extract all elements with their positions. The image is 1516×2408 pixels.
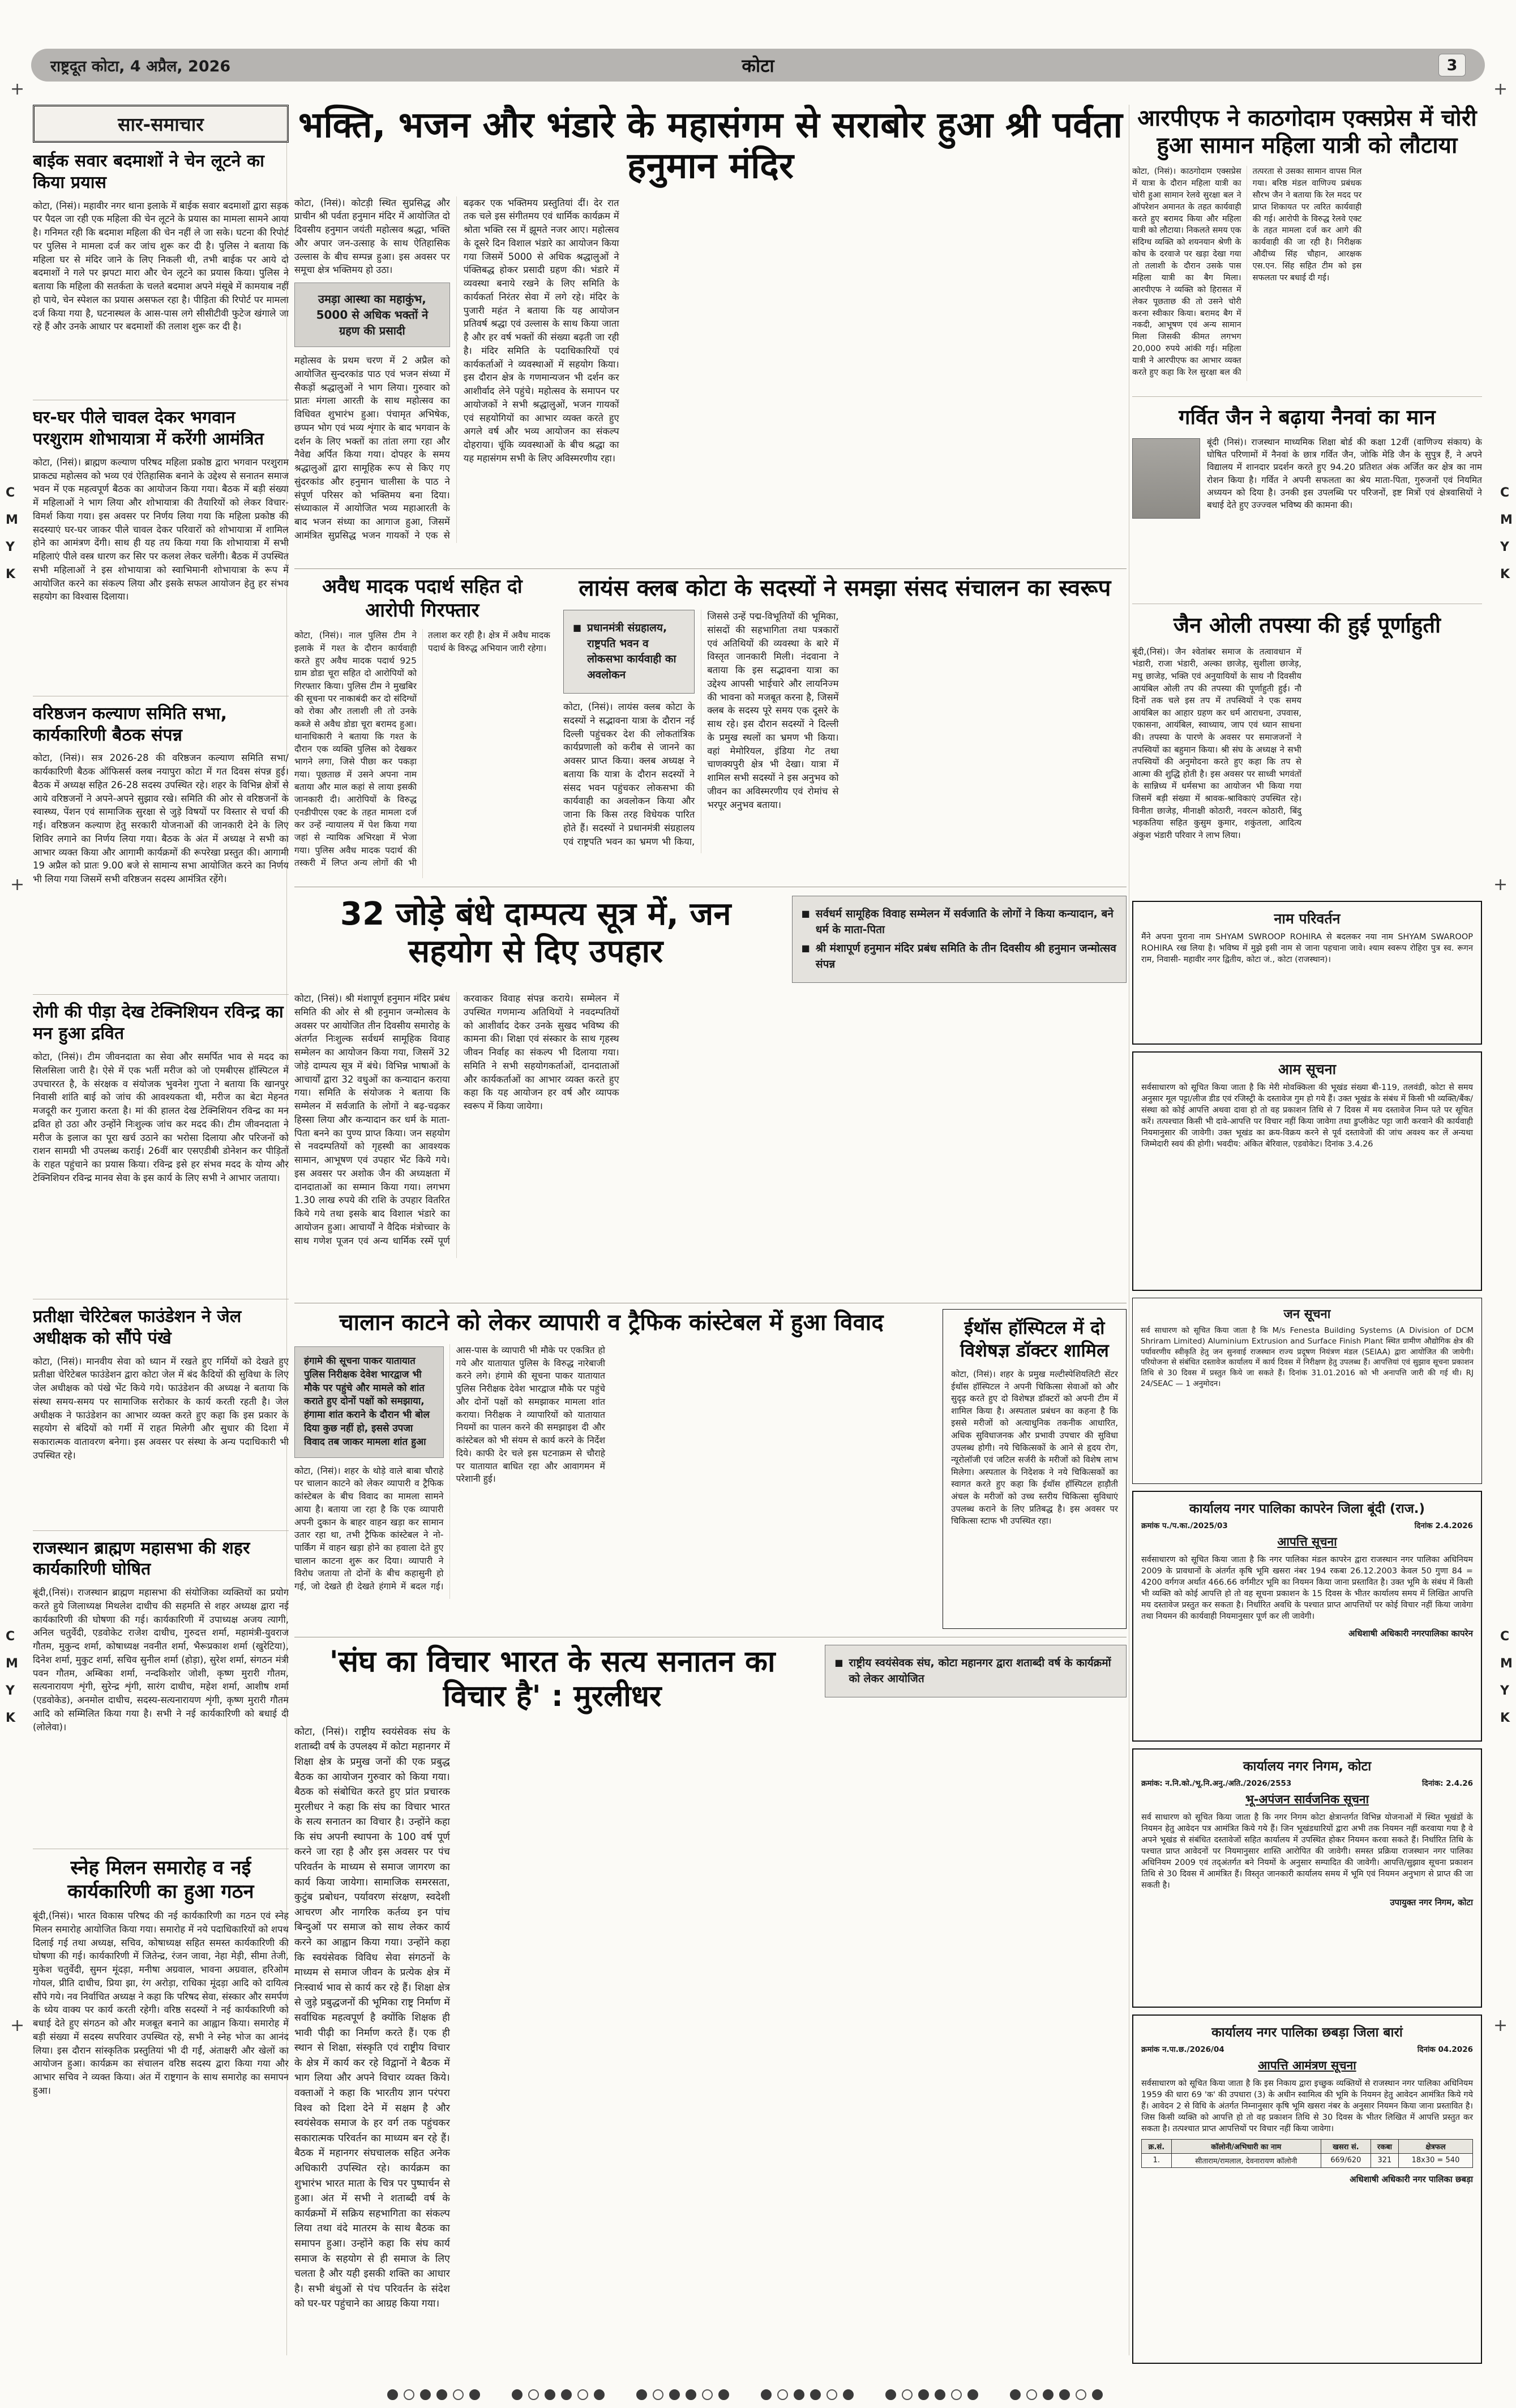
bullet-square-icon: ■ [573, 622, 582, 633]
headline: वरिष्ठजन कल्याण समिति सभा, कार्यकारिणी बैठक संपन्न [33, 703, 228, 745]
section-rule [294, 568, 1127, 569]
edition-date: राष्ट्रदूत कोटा, 4 अप्रैल, 2026 [50, 57, 231, 75]
headline: बाईक सवार बदमाशों ने चेन लूटने का किया प्रयास [33, 151, 265, 193]
crop-mark: + [10, 875, 25, 895]
article-ethos-hospital [943, 1309, 1127, 1629]
bullet-square-icon: ■ [801, 908, 810, 919]
article-sneh-milan [33, 1849, 289, 2361]
bullet-item [802, 906, 1117, 938]
right-column [1132, 105, 1482, 2364]
article-technician [33, 994, 289, 1291]
article-drugs-arrest [294, 575, 550, 878]
main-headline: भक्ति, भजन और भंडारे के महासंगम से सराबोर हुआ श्री पर्वता हनुमान मंदिर [298, 104, 1123, 186]
section-title-saar-samachar: सार-समाचार [33, 105, 289, 143]
article-body [563, 610, 1127, 853]
notice-body: मैंने अपना पुराना नाम SHYAM SWROOP ROHIRA से बदलकर नया नाम SHYAM SWAROOP ROHIRA रख लिया है। भविष्य में मुझे इसी नाम से जाना पहचाना जावे। श्याम स्वरूप रोहिरा पुत्र स्व. रूगन राम, निवासी- महावीर नगर द्वितीय, कोटा जं., कोटा (राजस्थान)। [1141, 933, 1473, 965]
article-body [1132, 436, 1482, 580]
notice-table: क्र.सं. कॉलोनी/अभिधारी का नाम खसरा सं. रकबा क्षेत्रफल 1. सीताराम/रामलाल, देवनारायण कॉलोनी 669/620 321 18x30 = 540 [1141, 2139, 1473, 2168]
bullet-square-icon: ■ [834, 1657, 843, 1668]
article-sangh-murlidhar [294, 1645, 1127, 2325]
bullet-text: राष्ट्रीय स्वयंसेवक संघ, कोटा महानगर द्वारा शताब्दी वर्ष के कार्यक्रमों को लेकर आयोजित [849, 1657, 1111, 1685]
crop-mark: + [1493, 2016, 1508, 2035]
notice-signature: अधिशाषी अधिकारी नगर पालिका छबड़ा [1350, 2174, 1473, 2184]
cmyk-marks-left: C M Y K [6, 486, 18, 581]
notice-date: दिनांक 2.4.2026 [1414, 1521, 1473, 1530]
notice-title: आम सूचना [1278, 1061, 1337, 1078]
masthead-bar [31, 49, 1485, 82]
notice-signature: उपायुक्त नगर निगम, कोटा [1390, 1897, 1473, 1907]
notice-body: सर्वसाधारण को सूचित किया जाता है कि मेरी मोवक्किला की भूखंड संख्या बी-119, तलवंडी, कोटा से समय अनुसार मूल पट्टा/लीज डीड एवं रजिस्ट्री के दस्तावेज गुम हो गये हैं। उक्त भूखंड के संबंध में किसी भी व्यक्ति/बैंक/संस्था को कोई आपत्ति अथवा दावा हो तो वह प्रकाशन तिथि से 7 दिवस में मय दस्तावेज निम्न पते पर सूचित करें। तत्पश्चात किसी भी दावे-आपत्ति पर विचार नहीं किया जावेगा तथा डुप्लीकेट पट्टा जारी करवाने की कार्यवाही नियमानुसार की जावेगी। उक्त भूखंड का क्रय-विक्रय करने से पूर्व दस्तावेजों की जांच अवश्य कर लें अन्यथा जिम्मेदारी स्वयं की होगी। भवदीय: अंकित बेरिवाल, एडवोकेट। दिनांक 3.4.26 [1141, 1083, 1473, 1149]
article-fans-donation [33, 1299, 289, 1522]
notice-title: कार्यालय नगर निगम, कोटा [1243, 1759, 1372, 1774]
article-body: बूंदी,(निसं)। राजस्थान ब्राह्मण महासभा की संयोजिका व्यक्तियों का प्रयोग करते हुये जिलाध्यक्ष मिथलेश दाधीच की सहमति से शहर अध्यक्ष द्वारा नई कार्यकारिणी की घोषणा की गई। कार्यकारिणी में उपाध्यक्ष अजय त्यागी, अनिल चतुर्वेदी, एडवोकेट राजेश दाधीच, गुरुदत्त शर्मा, महामंत्री-युवराज गौतम, मुकुन्द शर्मा, कोषाध्यक्ष नवनीत शर्मा, भैरूप्रकाश शर्मा (खुरेटिया), दिनेश शर्मा, मुकुट शर्मा, सचिव सुनील शर्मा (होड़ा), सुरेश शर्मा, संगठन मंत्री पवन गौतम, अम्बिका शर्मा, नन्दकिशोर जोशी, कृष्ण मुरारी गौतम, सत्यनारायण शृंगी, सुरेन्द्र शृंगी, सारंग दाधीच, महेश शर्मा, आशीष शर्मा (एडवोकेड), अनमोल दाधीच, सदस्य-सत्यनारायण शृंगी, कृष्ण मुरारी गौतम आदि को सम्मिलित किया गया है। सभी ने नई कार्यकारिणी को बधाई दी (लोलेवा)। [33, 1587, 289, 1733]
headline: जैन ओली तपस्या की हुई पूर्णाहुती [1173, 612, 1441, 638]
notice-body: सर्व साधारण को सूचित किया जाता है कि M/s Fenesta Building Systems (A Division of DCM Shriram Limited) Aluminium Extrusion and Surface Finish Plant स्थित ग्रामीण औद्योगिक क्षेत्र की पर्यावरणीय स्वीकृति हेतु जन सुनवाई राजस्थान राज्य प्रदूषण नियंत्रण मंडल (SEIAA) द्वारा आयोजित की जायेगी। परियोजना से संबंधित दस्तावेज कार्यालय में कार्य दिवस में निरीक्षण हेतु उपलब्ध हैं। आपत्तियां एवं सुझाव सूचना प्रकाशन तिथि से 30 दिवस में प्रस्तुत किये जा सकते हैं। दिनांक 31.01.2016 को भी अनापत्ति जारी की गई थी। RJ 24/SEAC — 1 अनुमोदन। [1141, 1326, 1474, 1388]
cmyk-marks-right: C M Y K [1500, 486, 1513, 581]
lead-paragraph: कोटा, (निसं)। कोटड़ी स्थित सुप्रसिद्ध और प्राचीन श्री पर्वता हनुमान मंदिर में आयोजित दो दिवसीय हनुमान जयंती महोत्सव श्रद्धा, भक्ति और अपार जन-उत्साह के साथ ऐतिहासिक उल्लास के बीच सम्पन्न हुआ। इस अवसर पर समूचा क्षेत्र भक्तिमय हो उठा। [294, 197, 450, 276]
bullet-text: श्री मंशापूर्ण हनुमान मंदिर प्रबंध समिति के तीन दिवसीय श्री हनुमान जन्मोत्सव संपन्न [815, 942, 1116, 970]
body-text: कोटा, (निसं)। लायंस क्लब कोटा के सदस्यों ने सद्भावना यात्रा के दौरान नई दिल्ली पहुंचकर देश की लोकतांत्रिक कार्यप्रणाली को करीब से जानने का अवसर प्राप्त किया। क्लब अध्यक्ष ने बताया कि यात्रा के दौरान सदस्यों ने संसद भवन पहुंचकर लोकसभा की कार्यवाही का अवलोकन किया और जाना कि किस तरह विधेयक पारित होते हैं। सदस्यों ने प्रधानमंत्री संग्रहालय एवं राष्ट्रपति भवन का भ्रमण भी किया, जिससे उन्हें पद्म-विभूतियों की भूमिका, सांसदों की सहभागिता तथा पत्रकारों एवं अतिथियों की व्यवस्था के बारे में विस्तृत जानकारी मिली। नंदवाना ने बताया कि इस सद्भावना यात्रा का उद्देश्य आपसी भाईचारे और लायनिज्म की भावना को मजबूत करना है, जिसमें क्लब के सदस्य पूरे समय एक दूसरे के साथ रहे। इस दौरान सदस्यों ने दिल्ली के प्रमुख स्थलों का भ्रमण भी किया। वहां मेमोरियल, इंडिया गेट तथा चाणक्यपुरी क्षेत्र भी देखा। यात्रा में शामिल सभी सदस्यों ने इस अनुभव को जीवन का अविस्मरणीय एवं रोमांच से भरपूर अनुभव बताया। [563, 611, 839, 847]
crop-mark: + [1493, 875, 1508, 895]
bullet-text: प्रधानमंत्री संग्रहालय, राष्ट्रपति भवन व लोकसभा कार्यवाही का अवलोकन [587, 622, 676, 681]
headline: लायंस क्लब कोटा के सदस्यों ने समझा संसद संचालन का स्वरूप [579, 575, 1111, 601]
article-body: कोटा, (निसं)। मानवीय सेवा को ध्यान में रखते हुए गर्मियों को देखते हुए प्रतीक्षा चेरिटेबल फाउंडेशन द्वारा कोटा जेल में बंद कैदियों की सुविधा के लिए जेल अधीक्षक को पंखे भेंट किये गये। फाउंडेशन की अध्यक्ष ने बताया कि संस्था समय-समय पर सामाजिक सरोकार के कार्य करती रहती है। जेल अधीक्षक ने फाउंडेशन का आभार व्यक्त करते हुए कहा कि इस प्रकार के सहयोग से बंदियों को गर्मी में राहत मिलेगी और सुधार की दिशा में सकारात्मक वातावरण बनेगा। इस अवसर पर संस्था के अन्य पदाधिकारी भी उपस्थित रहे। [33, 1355, 289, 1461]
headline: चालान काटने को लेकर व्यापारी व ट्रैफिक कांस्टेबल में हुआ विवाद [339, 1310, 884, 1336]
notice-date: दिनांक 04.2026 [1417, 2045, 1473, 2054]
notice-title: नाम परिवर्तन [1274, 910, 1341, 927]
notice-subtitle: आपत्ति सूचना [1277, 1534, 1337, 1549]
notice-subtitle: भू-अपंजन सार्वजनिक सूचना [1245, 1792, 1369, 1806]
notice-title: कार्यालय नगर पालिका छबड़ा जिला बारां [1211, 2025, 1403, 2040]
headline: 'संघ का विचार भारत के सत्य सनातन का विचार है' : मुरलीधर [329, 1645, 776, 1714]
headline: 32 जोड़े बंधे दाम्पत्य सूत्र में, जन सहयोग से दिए उपहार [340, 896, 731, 970]
notice-name-change [1132, 901, 1482, 1045]
notice-jan-suchna [1132, 1298, 1482, 1484]
notice-ref: क्रमांक न.पा.छ./2026/04 [1141, 2045, 1224, 2054]
left-briefs-column [33, 105, 289, 2361]
body-text: बूंदी (निसं)। राजस्थान माध्यमिक शिक्षा बोर्ड की कक्षा 12वीं (वाणिज्य संकाय) के घोषित परिणामों में नैनवां के छात्र गर्वित जैन, जोकि मेडि जैन के सुपुत्र हैं, ने अपने विद्यालय में शानदार प्रदर्शन करते हुए 94.20 प्रतिशत अंक अर्जित कर क्षेत्र का नाम रोशन किया है। गर्वित ने अपनी सफलता का श्रेय माता-पिता, गुरुजनों एवं नियमित अध्ययन को दिया है। उनकी इस उपलब्धि पर परिजनों, इष्ट मित्रों एवं क्षेत्रवासियों ने बधाई देते हुए उज्ज्वल भविष्य की कामना की। [1207, 437, 1482, 511]
registration-dot-strip [0, 2389, 1516, 2400]
headline: घर-घर पीले चावल देकर भगवान परशुराम शोभायात्रा में करेंगी आमंत्रित [33, 408, 264, 450]
article-body: कोटा, (निसं)। महावीर नगर थाना इलाके में बाईक सवार बदमाशों द्वारा सड़क पर पैदल जा रही एक महिला की चेन लूटने के प्रयास का मामला सामने आया है। गनिमत रही कि बदमाश महिला की चेन नहीं ले जा सके। घटना की रिपोर्ट पर पुलिस ने मामला दर्ज कर जांच शुरू कर दी है। पुलिस ने बताया कि महिला घर से मंदिर जाने के लिए निकली थी, तभी बाईक पर आये दो बदमाशों ने गले पर झपटा मारा और चेन लूटने का प्रयास किया। पुलिस ने बताया कि महिला की सतर्कता के चलते बदमाश अपने मंसूबे में कामयाब नहीं हो पाये, चेन स्पेशल का प्रयास असफल रहा है। पीड़िता की रिपोर्ट पर मामला दर्ज किया गया है, घटनास्थल के आस-पास लगे सीसीटीवी फुटेज खंगाले जा रहे हैं और उनके आधार पर बदमाशों की तलाश शुरू कर दी है। [33, 200, 289, 332]
headline: अवैध मादक पदार्थ सहित दो आरोपी गिरफ्तार [322, 575, 523, 622]
highlight-box: उमड़ा आस्था का महाकुंभ, 5000 से अधिक भक्तों ने ग्रहण की प्रसादी [294, 283, 450, 347]
notice-body: सर्वसाधारण को सूचित किया जाता है कि इस निकाय द्वारा इच्छुक व्यक्तियों से राजस्थान नगर पालिका अधिनियम 1959 की धारा 69 'क' की उपधारा (3) के अधीन स्वामित्व की भूमि के नियमन हेतु आवेदन आमंत्रित किये गये हैं। आवेदन 2 से विधि के अंतर्गत निम्नानुसार कृषि भूमि खसरा नंबर के अनुसार नियमन किया जाना प्रस्तावित है। जिस किसी व्यक्ति को आपत्ति हो तो वह प्रकाशन तिथि से 30 दिवस के भीतर लिखित में आपत्ति प्रस्तुत कर सकता है। तत्पश्चात प्राप्त आपत्तियों पर विचार नहीं किया जावेगा। [1141, 2078, 1473, 2133]
notice-ref: क्रमांक: न.नि.को./भू.नि.अनु./अति./2026/2553 [1141, 1778, 1292, 1788]
bullet-box [792, 896, 1127, 983]
crop-mark: + [10, 2016, 25, 2035]
bullet-box [825, 1645, 1127, 1697]
article-main-lead [294, 105, 1127, 543]
article-body: कोटा, (निसं)। ब्राह्मण कल्याण परिषद महिला प्रकोष्ठ द्वारा भगवान परशुराम प्राकट्य महोत्सव को भव्य एवं ऐतिहासिक बनाने के उद्देश्य से सनातन समाज भवन में एक महत्वपूर्ण बैठक का आयोजन किया गया। बैठक में बड़ी संख्या में महिलाओं ने भाग लिया और शोभायात्रा की तैयारियों को लेकर विचार-विमर्श किया गया। इस अवसर पर निर्णय लिया गया कि महिला प्रकोष्ठ की सदस्याएं घर-घर जाकर पीले चावल देकर परिवारों को शोभायात्रा में शामिल होने का आमंत्रण देंगी। साथ ही यह तय किया गया कि शोभायात्रा में सभी महिलाएं पीले वस्त्र धारण कर सिर पर कलश लेकर चलेंगी। बैठक में उपस्थित सभी महिलाओं ने इस शोभायात्रा को स्वाभिमानी शोभायात्रा के रूप में आयोजित करने का संकल्प लिया और इसके सफल आयोजन हेतु हर संभव सहयोग का विश्वास दिलाया। [33, 456, 289, 602]
bullet-item [834, 1656, 1117, 1687]
notice-body: सर्वसाधारण को सूचित किया जाता है कि नगर पालिका मंडल कापरेन द्वारा राजस्थान नगर पालिका अधिनियम 2009 के प्रावधानों के अंतर्गत कृषि भूमि खसरा नंबर 194 रकबा 26.12.2003 केवल 50 गुणा 84 = 4200 वर्गगज अर्थात 466.66 वर्गमीटर भूमि का नियमन किया जाना प्रस्तावित है। उक्त भूमि के संबंध में किसी भी व्यक्ति को कोई आपत्ति हो तो वह सूचना प्रकाशन के 15 दिवस के भीतर कार्यालय समय में लिखित आपत्ति मय दस्तावेज प्रस्तुत कर सकता है। निर्धारित अवधि के पश्चात प्राप्त आपत्तियों पर कोई विचार नहीं किया जावेगा तथा नियमन की कार्यवाही नियमानुसार पूर्ण कर ली जावेगी। [1141, 1555, 1473, 1621]
headline: रोगी की पीड़ा देख टेक्निशियन रविन्द्र का मन हुआ द्रवित [33, 1002, 284, 1044]
bullet-item [573, 621, 685, 683]
notice-chhabra [1132, 2014, 1482, 2364]
headline: ईथॉस हॉस्पिटल में दो विशेषज्ञ डॉक्टर शामिल [960, 1317, 1109, 1361]
bullet-square-icon: ■ [801, 943, 810, 954]
crop-mark: + [10, 79, 25, 99]
article-body: कोटा, (निसं)। काठगोदाम एक्सप्रेस में यात्रा के दौरान महिला यात्री का चोरी हुआ सामान रेलवे सुरक्षा बल ने ऑपरेशन अमानत के तहत कार्यवाही करते हुए बरामद किया और महिला यात्री को लौटाया। निकलते समय एक संदिग्ध व्यक्ति को शयनयान श्रेणी के कोच के दरवाजे पर खड़ा देखा गया तो तलाशी के दौरान उसके पास महिला यात्री का बैग मिला। आरपीएफ ने व्यक्ति को हिरासत में लेकर पूछताछ की तो उसने चोरी करना स्वीकार किया। बरामद बैग में नकदी, आभूषण एवं अन्य सामान मिला जिसकी कीमत लगभग 20,000 रुपये आंकी गई। महिला यात्री ने आरपीएफ का आभार व्यक्त करते हुए कहा कि रेल सुरक्षा बल की तत्परता से उसका सामान वापस मिल गया। बरिष्ठ मंडल वाणिज्य प्रबंधक सौरभ जैन ने बताया कि रेल मदद पर प्राप्त शिकायत पर त्वरित कार्यवाही की गई। आरोपी के विरुद्ध रेलवे एक्ट के तहत मामला दर्ज कर आगे की कार्यवाही की जा रही है। निरीक्षक औदीच्य सिंह चौहान, आरक्षक एस.एन. सिंह सहित टीम को इस सफलता पर बधाई दी गई। [1132, 167, 1362, 377]
notice-date: दिनांक: 2.4.26 [1422, 1778, 1473, 1788]
article-bike-chain-snatch [33, 151, 289, 392]
article-challan-dispute [294, 1309, 928, 1599]
article-body: कोटा, (निसं)। शहर के प्रमुख मल्टीस्पेशियलिटी सेंटर ईथॉस हॉस्पिटल ने अपनी चिकित्सा सेवाओं को और सुदृढ़ करते हुए दो विशेषज्ञ डॉक्टरों को अपनी टीम में शामिल किया है। अस्पताल प्रबंधन का कहना है कि इससे मरीजों को अत्याधुनिक तकनीक आधारित, अधिक सुविधाजनक और प्रभावी उपचार की सुविधा उपलब्ध होगी। नये चिकित्सकों के आने से हृदय रोग, न्यूरोलॉजी एवं जटिल सर्जरी के मरीजों को विशेष लाभ मिलेगा। अस्पताल के निदेशक ने नये चिकित्सकों का स्वागत करते हुए कहा कि ईथॉस हॉस्पिटल हाड़ौती अंचल के मरीजों को उच्च स्तरीय चिकित्सा सुविधाएं उपलब्ध कराने के लिए प्रतिबद्ध है। इस अवसर पर चिकित्सा स्टाफ भी उपस्थित रहा। [951, 1369, 1118, 1526]
article-rpf-recovery [1132, 105, 1482, 390]
crop-mark: + [1493, 79, 1508, 99]
article-senior-welfare [33, 696, 289, 987]
article-yellow-rice [33, 400, 289, 688]
headline: राजस्थान ब्राह्मण महासभा की शहर कार्यकारिणी घोषित [33, 1538, 250, 1580]
article-body: बूंदी,(निसं)। भारत विकास परिषद की नई कार्यकारिणी का गठन एवं स्नेह मिलन समारोह आयोजित किया गया। समारोह में नये पदाधिकारियों को शपथ दिलाई गई तथा अध्यक्ष, सचिव, कोषाध्यक्ष सहित समस्त कार्यकारिणी की घोषणा की गई। कार्यकारिणी में जितेन्द्र, रंजन जावा, नेहा मेड़ी, सीमा तेजी, मुकेश चतुर्वेदी, सुमन मूंदड़ा, मनीषा अग्रवाल, भावना अग्रवाल, हरिओम गोयल, प्रीति दाधीच, प्रिया झा, रंग अरोड़ा, राधिका मूंदड़ा आदि को दायित्व सौंपे गये। नव निर्वाचित अध्यक्ष ने कहा कि परिषद सेवा, संस्कार और समर्पण के ध्येय वाक्य पर कार्य करती रहेगी। वरिष्ठ सदस्यों ने नई कार्यकारिणी को बधाई देते हुए संगठन को और मजबूत बनाने का आह्वान किया। समारोह में बड़ी संख्या में सदस्य सपरिवार उपस्थित रहे, सभी ने स्नेह भोज का आनंद लिया। इस दौरान सांस्कृतिक प्रस्तुतियां भी दी गईं, अंताक्षरी और खेलों का आयोजन हुआ। कार्यक्रम का संचालन वरिष्ठ सदस्य द्वारा किया गया और आभार सचिव ने व्यक्त किया। अंत में राष्ट्रगान के साथ समारोह का समापन हुआ। [33, 1910, 289, 2096]
article-garvit-jain [1132, 396, 1482, 597]
headline: आरपीएफ ने काठगोदाम एक्सप्रेस में चोरी हुआ सामान महिला यात्री को लौटाया [1137, 105, 1477, 159]
bullet-text: सर्वधर्म सामूहिक विवाह सम्मेलन में सर्वजाति के लोगों ने किया कन्यादान, बने धर्म के माता-पिता [815, 908, 1114, 936]
article-jain-oli [1132, 604, 1482, 895]
notice-title: कार्यालय नगर पालिका कापरेन जिला बूंदी (राज.) [1189, 1501, 1425, 1516]
notice-aam-suchna [1132, 1051, 1482, 1291]
page-number: 3 [1438, 54, 1466, 76]
garvit-photo [1132, 438, 1200, 519]
article-body: कोटा, (निसं)। श्री मंशापूर्ण हनुमान मंदिर प्रबंध समिति की ओर से श्री हनुमान जन्मोत्सव के अवसर पर आयोजित तीन दिवसीय समारोह के अंतर्गत निःशुल्क सर्वधर्म सामूहिक विवाह सम्मेलन का आयोजन किया गया, जिसमें 32 जोड़े दाम्पत्य सूत्र में बंधे। विभिन्न भाषाओं के आचार्यों द्वारा 32 वधुओं का कन्यादान कराया गया। समिति के संयोजक ने बताया कि सम्मेलन में सर्वजाति के लोगों ने बढ़-चढ़कर हिस्सा लिया और कन्यादान कर धर्म के माता-पिता बनने का पुण्य प्राप्त किया। जन सहयोग से नवदम्पतियों को गृहस्थी का आवश्यक सामान, आभूषण एवं उपहार भेंट किये गये। इस अवसर पर अशोक जैन की अध्यक्षता में दानदाताओं का सम्मान किया गया। लगभग 1.30 लाख रुपये की राशि के उपहार वितरित किये गये तथा इसके बाद विशाल भंडारे का आयोजन हुआ। आचार्यों ने वैदिक मंत्रोच्चार के साथ गणेश पूजन एवं अन्य धार्मिक रस्में पूर्ण करवाकर विवाह संपन्न कराये। सम्मेलन में उपस्थित गणमान्य अतिथियों ने नवदम्पतियों को आशीर्वाद देकर उनके सुखद भविष्य की कामना की। शिक्षा एवं संस्कार के साथ गृहस्थ जीवन निर्वाह का संकल्प भी दिलाया गया। समिति ने सभी सहयोगकर्ताओं, दानदाताओं और कार्यकर्ताओं का आभार व्यक्त करते हुए कहा कि यह आयोजन हर वर्ष और व्यापक स्वरूप में किया जायेगा। [294, 993, 619, 1246]
article-lions-club [563, 575, 1127, 853]
notice-body: सर्व साधारण को सूचित किया जाता है कि नगर निगम कोटा क्षेत्रान्तर्गत विभिन्न योजनाओं में स्थित भूखंडों के नियमन हेतु आवेदन पत्र आमंत्रित किये गये हैं। जिन भूखंडधारियों द्वारा अभी तक नियमन नहीं करवाया गया है वे अपने भूखंड से संबंधित दस्तावेजों सहित कार्यालय में उपस्थित होकर नियमन करवा सकते हैं। निर्धारित तिथि के पश्चात प्राप्त आवेदनों पर नियमानुसार शास्ति आरोपित की जावेगी। समस्त प्रक्रिया राजस्थान नगर पालिका अधिनियम 2009 एवं तद्अंतर्गत बने नियमों के अनुसार सम्पादित की जावेगी। आपत्ति/सुझाव सूचना प्रकाशन तिथि से 30 दिवस में आमंत्रित हैं। विस्तृत जानकारी कार्यालय समय में भूमि एवं नियमन अनुभाग से प्राप्त की जा सकती है। [1141, 1812, 1473, 1890]
bullet-item [802, 941, 1117, 972]
cmyk-marks-right-2: C M Y K [1500, 1629, 1513, 1725]
article-brahmin-mahasabha [33, 1530, 289, 1841]
article-body: बूंदी,(निसं)। जैन श्वेतांबर समाज के तत्वावधान में भंडारी, राजा भंडारी, अल्का छाजेड़, सुशीला छाजेड़, मधु छाजेड़, भक्ति एवं अनुयायियों के साथ नौ दिवसीय आयंबिल ओली तप की तपस्या की पूर्णाहुती हुई। नौ दिनों तक चले इस तप में तपस्वियों ने एक समय आयंबिल का आहार ग्रहण कर धर्म आराधना, उपवास, एकासना, आयंबिल, स्वाध्याय, जाप एवं ध्यान साधना की। तपस्या के पारणे के अवसर पर समाजजनों ने तपस्वियों का बहुमान किया। श्री संघ के अध्यक्ष ने सभी तपस्वियों की अनुमोदना करते हुए कहा कि तप से आत्मा की शुद्धि होती है। इस अवसर पर साध्वी भगवंतों के सान्निध्य में धर्मसभा का आयोजन भी किया गया जिसमें बड़ी संख्या में श्रावक-श्राविकाएं उपस्थित रहे। विनीता छाजेड़, मीनाक्षी कोठारी, नवरत्न कोठारी, बिंदु भड़कतिया सहित कुसुम कुमार, शकुंतला, आदित्य अंकुश भंडारी परिवार ने लाभ लिया। [1132, 646, 1301, 840]
article-body [294, 196, 1127, 543]
article-body [294, 1344, 928, 1599]
notice-title: जन सूचना [1283, 1307, 1331, 1322]
body-text: कोटा, (निसं)। शहर के थोड़े वाले बाबा चौराहे पर चालान काटने को लेकर व्यापारी व ट्रैफिक कांस्टेबल के बीच विवाद का मामला सामने आया है। बताया जा रहा है कि एक व्यापारी अपनी दुकान के बाहर वाहन खड़ा कर सामान उतार रहा था, तभी ट्रैफिक कांस्टेबल ने नो-पार्किंग में वाहन खड़ा होने का हवाला देते हुए चालान काटना शुरू कर दिया। व्यापारी ने विरोध जताया तो दोनों के बीच कहासुनी हो गई, जो देखते ही देखते हंगामे में बदल गई। आस-पास के व्यापारी भी मौके पर एकत्रित हो गये और यातायात पुलिस के विरुद्ध नारेबाजी करने लगे। हंगामे की सूचना पाकर यातायात पुलिस निरीक्षक देवेश भारद्वाज मौके पर पहुंचे और दोनों पक्षों को समझाकर मामला शांत कराया। निरीक्षक ने व्यापारियों को यातायात नियमों का पालन करने की समझाइश दी और कांस्टेबल को भी संयम से कार्य करने के निर्देश दिये। काफी देर चले इस घटनाक्रम से चौराहे पर यातायात बाधित रहा और आवागमन में परेशानी हुई। [294, 1345, 605, 1592]
notice-kapren [1132, 1491, 1482, 1742]
city-title: कोटा [742, 54, 774, 76]
headline: गर्वित जैन ने बढ़ाया नैनवां का मान [1179, 405, 1436, 429]
article-body: कोटा, (निसं)। नाल पुलिस टीम ने इलाके में गश्त के दौरान कार्यवाही करते हुए अवैध मादक पदार्थ 925 ग्राम डोडा चूरा सहित दो आरोपियों को गिरफ्तार किया। पुलिस टीम ने मुखबिर की सूचना पर नाकाबंदी कर दो संदिग्धों को रोका और तलाशी ली तो उनके कब्जे से अवैध डोडा चूरा बरामद हुआ। थानाधिकारी ने बताया कि गश्त के दौरान एक व्यक्ति पुलिस को देखकर भागने लगा, जिसे पीछा कर पकड़ा गया। पूछताछ में उसने अपना नाम बताया और माल कहां से लाया इसकी जानकारी दी। आरोपियों के विरुद्ध एनडीपीएस एक्ट के तहत मामला दर्ज कर उन्हें न्यायालय में पेश किया गया जहां से न्यायिक अभिरक्षा में भेजा गया। पुलिस अवैध मादक पदार्थ की तस्करी में लिप्त अन्य लोगों की भी तलाश कर रही है। क्षेत्र में अवैध मादक पदार्थ के विरुद्ध अभियान जारी रहेगा। [294, 630, 550, 868]
article-body: कोटा, (निसं)। टीम जीवनदाता का सेवा और समर्पित भाव से मदद का सिलसिला जारी है। ऐसे में एक भर्ती मरीज को जो एमबीएस हॉस्पिटल में उपचाररत है, के संरक्षक व संयोजक भुवनेश गुप्ता ने बताया कि खानपुर निवासी शांति बाई को जांच की आवश्यकता थी, मरीज का बेटा मेहनत मजदूरी कर गुजारा करता है। मां की हालत देख टेक्निशियन रविन्द्र का मन द्रवित हो उठा और उन्होंने निःशुल्क जांच कर मदद की। टीम जीवनदाता ने मरीज के इलाज का पूरा खर्च उठाने का भरोसा दिलाया और परिजनों को राशन सामग्री भी उपलब्ध कराई। 26वीं बार एसएडीबी डोनेशन कर पीड़ितों के राहत पहुंचाने का प्रयास किया। रविन्द्र इसे हर संभव मदद के योग्य और टेक्निशियन रविन्द्र मानव सेवा के इस कार्य के लिए सभी ने आभार जताया। [33, 1051, 289, 1183]
notice-ref: क्रमांक प./प.का./2025/03 [1141, 1521, 1228, 1530]
body-paragraph: महोत्सव के प्रथम चरण में 2 अप्रैल को आयोजित सुन्दरकांड पाठ एवं भजन संध्या में सैकड़ों श्रद्धालुओं ने भाग लिया। गुरुवार को प्रातः मंगला आरती के साथ महोत्सव का विधिवत शुभारंभ हुआ। पंचामृत अभिषेक, छप्पन भोग एवं भव्य शृंगार के बाद भगवान के दर्शन के लिए भक्तों का तांता लगा रहा और नैवेद्य अर्पित किया गया। दोपहर के समय श्रद्धालुओं द्वारा सामूहिक रूप से किए गए सुंदरकांड और हनुमान चालीसा के पाठ ने संपूर्ण परिसर को भक्तिमय बना दिया। संध्याकाल में आयोजित भव्य महाआरती के बाद भजन संध्या का आगाज हुआ, जिसमें आमंत्रित सुप्रसिद्ध भजन गायकों ने एक से बढ़कर एक भक्तिमय प्रस्तुतियां दीं। देर रात तक चले इस संगीतमय एवं धार्मिक कार्यक्रम में श्रोता भक्ति रस में झूमते नजर आए। महोत्सव के दूसरे दिन विशाल भंडारे का आयोजन किया गया जिसमें 5000 से अधिक श्रद्धालुओं ने पंक्तिबद्ध होकर प्रसादी ग्रहण की। भंडारे में व्यवस्था बनाये रखने के लिए समिति के कार्यकर्ता निरंतर सेवा में लगे रहे। मंदिर के पुजारी महंत ने बताया कि यह आयोजन प्रतिवर्ष श्रद्धा एवं उल्लास के साथ किया जाता है और हर वर्ष भक्तों की संख्या बढ़ती जा रही है। मंदिर समिति के पदाधिकारियों एवं कार्यकर्ताओं ने व्यवस्थाओं में सहयोग किया। इस दौरान क्षेत्र के गणमान्यजन भी दर्शन कर आशीर्वाद लेने पहुंचे। महोत्सव के समापन पर आयोजकों ने सभी श्रद्धालुओं, भजन गायकों एवं सहयोगियों का आभार व्यक्त करते हुए अगले वर्ष और भव्य आयोजन का संकल्प दोहराया। चूंकि व्यवस्थाओं के बीच श्रद्धा का यह महासंगम सभी के लिए अविस्मरणीय रहा। [294, 197, 619, 541]
notice-nagar-nigam-kota [1132, 1748, 1482, 2008]
article-body: कोटा, (निसं)। राष्ट्रीय स्वयंसेवक संघ के शताब्दी वर्ष के उपलक्ष्य में कोटा महानगर में शिक्षा क्षेत्र के प्रमुख जनों की एक प्रबुद्ध बैठक का आयोजन गुरुवार को किया गया। बैठक को संबोधित करते हुए प्रांत प्रचारक मुरलीधर ने कहा कि संघ का विचार भारत के सत्य सनातन का विचार है। उन्होंने कहा कि संघ अपनी स्थापना के 100 वर्ष पूर्ण करने जा रहा है और इस अवसर पर पंच परिवर्तन के माध्यम से समाज जागरण का कार्य किया जायेगा। सामाजिक समरसता, कुटुंब प्रबोधन, पर्यावरण संरक्षण, स्वदेशी आचरण और नागरिक कर्तव्य इन पांच बिन्दुओं पर समाज को साथ लेकर कार्य करने का आह्वान किया गया। उन्होंने कहा कि स्वयंसेवक विविध सेवा संगठनों के माध्यम से समाज जीवन के प्रत्येक क्षेत्र में निःस्वार्थ भाव से कार्य कर रहे हैं। शिक्षा क्षेत्र से जुड़े प्रबुद्धजनों की भूमिका राष्ट्र निर्माण में सर्वाधिक महत्वपूर्ण है क्योंकि शिक्षक ही भावी पीढ़ी का निर्माण करते हैं। एक ही स्थान से शिक्षा, संस्कृति एवं राष्ट्रीय विचार के क्षेत्र में कार्य कर रहे विद्वानों ने बैठक में भाग लिया और अपने विचार व्यक्त किये। वक्ताओं ने कहा कि भारतीय ज्ञान परंपरा विश्व को दिशा देने में सक्षम है और स्वयंसेवक समाज के हर वर्ग तक पहुंचकर सकारात्मक परिवर्तन का माध्यम बन रहे हैं। बैठक में महानगर संघचालक सहित अनेक अधिकारी उपस्थित रहे। कार्यक्रम का शुभारंभ भारत माता के चित्र पर पुष्पार्चन से हुआ। अंत में सभी ने शताब्दी वर्ष के कार्यक्रमों में सक्रिय सहभागिता का संकल्प लिया तथा वंदे मातरम के साथ बैठक का समापन हुआ। उन्होंने कहा कि संघ कार्य समाज के सहयोग से ही समाज के लिए चलता है और यही इसकी शक्ति का आधार है। सभी बंधुओं से पंच परिवर्तन के संदेश को घर-घर पहुंचाने का आग्रह किया गया। [294, 1726, 450, 2310]
notice-subtitle: आपत्ति आमंत्रण सूचना [1258, 2058, 1356, 2072]
article-mass-wedding [294, 896, 1127, 1258]
article-body: कोटा, (निसं)। सत्र 2026-28 की वरिष्ठजन कल्याण समिति सभा/कार्यकारिणी बैठक ऑफिसर्स क्लब नयापुरा कोटा में गत दिवस संपन्न हुई। बैठक में अध्यक्ष सहित 26-28 सदस्य उपस्थित रहे। शहर के विभिन्न क्षेत्रों से आये वरिष्ठजनों ने अपने-अपने सुझाव रखे। समिति की ओर से वरिष्ठजनों के स्वास्थ्य, पेंशन एवं सामाजिक सुरक्षा से जुड़े विषयों पर विस्तार से चर्चा की गई। वरिष्ठजन कल्याण हेतु सरकारी योजनाओं की जानकारी देने के लिए शिविर लगाने का निर्णय लिया गया। बैठक के अंत में अध्यक्ष ने सभी का आभार व्यक्त किया और आगामी कार्यक्रमों की रूपरेखा प्रस्तुत की। आगामी 19 अप्रैल को प्रातः 9.00 बजे से सामान्य सभा आयोजित करने का निर्णय भी लिया गया जिसमें सभी वरिष्ठजन सदस्य आमंत्रित रहेंगे। [33, 752, 289, 885]
cmyk-marks-left-2: C M Y K [6, 1629, 18, 1725]
headline: प्रतीक्षा चेरिटेबल फाउंडेशन ने जेल अधीक्षक को सौंपे पंखे [33, 1306, 242, 1348]
highlight-box: हंगामे की सूचना पाकर यातायात पुलिस निरीक्षक देवेश भारद्वाज भी मौके पर पहुंचे और मामले को शांत कराते हुए दोनों पक्षों को समझाया, हंगामा शांत कराने के दौरान भी बोल दिया कुछ नहीं हो, इससे उपजा विवाद तब जाकर मामला शांत हुआ [294, 1346, 444, 1458]
notice-signature: अधिशाषी अधिकारी नगरपालिका कापरेन [1348, 1628, 1473, 1639]
headline: स्नेह मिलन समारोह व नई कार्यकारिणी का हुआ गठन [67, 1856, 254, 1904]
